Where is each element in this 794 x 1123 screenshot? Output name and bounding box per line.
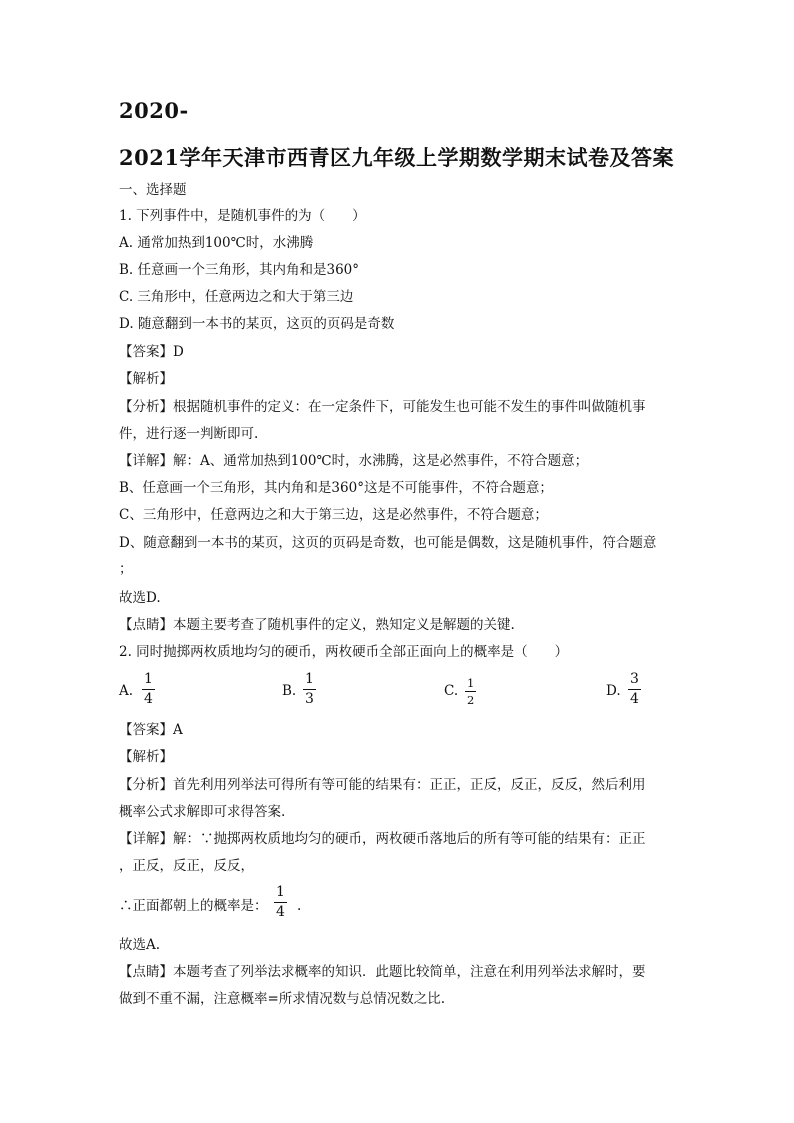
fraction-bar bbox=[465, 691, 476, 692]
q2-fenxi-2: 概率公式求解即可求得答案. bbox=[119, 804, 286, 820]
q2-option-a-label: A. bbox=[119, 683, 134, 699]
fraction-bar bbox=[274, 902, 287, 903]
q2-option-b-numerator: 1 bbox=[305, 671, 314, 687]
fraction-bar bbox=[142, 689, 155, 690]
q1-dianjing: 【点睛】本题主要考查了随机事件的定义，熟知定义是解题的关键. bbox=[119, 617, 515, 633]
q2-option-a-fraction bbox=[142, 672, 155, 707]
q1-analysis-label: 【解析】 bbox=[119, 371, 173, 387]
q1-xiangjie-1: 【详解】解：A、通常加热到100℃时，水沸腾，这是必然事件，不符合题意； bbox=[119, 453, 589, 469]
q2-result-suffix: . bbox=[297, 898, 302, 914]
q2-answer: 【答案】A bbox=[119, 722, 183, 738]
q2-option-b-fraction bbox=[303, 672, 316, 707]
q2-option-a-denominator: 4 bbox=[144, 691, 153, 707]
q2-stem: 2. 同时抛掷两枚质地均匀的硬币，两枚硬币全部正面向上的概率是（ ） bbox=[119, 644, 569, 660]
q2-analysis-label: 【解析】 bbox=[119, 749, 173, 765]
q1-answer: 【答案】D bbox=[119, 344, 184, 360]
q2-option-b-label: B. bbox=[282, 683, 297, 699]
fraction-bar bbox=[628, 689, 641, 690]
q2-result-numerator: 1 bbox=[276, 884, 285, 900]
q1-xiangjie-2: B、任意画一个三角形，其内角和是360°这是不可能事件，不符合题意； bbox=[119, 480, 553, 496]
q2-fenxi-1: 【分析】首先利用列举法可得所有等可能的结果有：正正，正反，反正，反反，然后利用 bbox=[119, 777, 646, 793]
q1-fenxi-1: 【分析】根据随机事件的定义：在一定条件下，可能发生也可能不发生的事件叫做随机事 bbox=[119, 399, 646, 415]
q2-result-prefix: ∴正面都朝上的概率是： bbox=[119, 898, 268, 914]
q2-option-d-numerator: 3 bbox=[630, 671, 639, 687]
q1-option-c: C. 三角形中，任意两边之和大于第三边 bbox=[119, 289, 354, 305]
q1-choose: 故选D. bbox=[119, 590, 161, 606]
q2-xiangjie-2: ，正反，反正，反反， bbox=[119, 858, 254, 874]
q2-xiangjie-1: 【详解】解：∵抛掷两枚质地均匀的硬币，两枚硬币落地后的所有等可能的结果有：正正 bbox=[119, 831, 646, 847]
q1-fenxi-2: 件，进行逐一判断即可. bbox=[119, 426, 259, 442]
q2-choose: 故选A. bbox=[119, 937, 161, 953]
q2-result-denominator: 4 bbox=[276, 904, 285, 920]
q2-result-fraction bbox=[274, 885, 287, 920]
q1-xiangjie-3: C、三角形中，任意两边之和大于第三边，这是必然事件，不符合题意； bbox=[119, 507, 548, 523]
q1-option-b: B. 任意画一个三角形，其内角和是360° bbox=[119, 262, 360, 278]
q2-option-a-numerator: 1 bbox=[144, 671, 153, 687]
q2-dianjing-1: 【点睛】本题考查了列举法求概率的知识．此题比较简单，注意在利用列举法求解时，要 bbox=[119, 964, 646, 980]
section-heading: 一、选择题 bbox=[119, 182, 187, 198]
q2-option-c-label: C. bbox=[444, 683, 459, 699]
q1-xiangjie-5: ； bbox=[119, 561, 133, 577]
q1-xiangjie-4: D、随意翻到一本书的某页，这页的页码是奇数，也可能是偶数，这是随机事件，符合题意 bbox=[119, 535, 657, 551]
q1-option-a: A. 通常加热到100℃时，水沸腾 bbox=[119, 235, 314, 251]
fraction-bar bbox=[303, 689, 316, 690]
q2-option-c-numerator: 1 bbox=[467, 676, 475, 690]
q1-option-d: D. 随意翻到一本书的某页，这页的页码是奇数 bbox=[119, 316, 395, 332]
title-line-1: 2020- bbox=[119, 98, 189, 123]
q2-option-d-denominator: 4 bbox=[630, 691, 639, 707]
q2-option-d-fraction bbox=[628, 672, 641, 707]
q2-option-c-denominator: 2 bbox=[467, 693, 475, 707]
title-line-2: 2021学年天津市西青区九年级上学期数学期末试卷及答案 bbox=[119, 145, 674, 170]
q2-option-d-label: D. bbox=[606, 683, 621, 699]
q2-option-c-fraction bbox=[465, 677, 476, 706]
q2-dianjing-2: 做到不重不漏，注意概率=所求情况数与总情况数之比. bbox=[119, 991, 446, 1007]
q2-option-b-denominator: 3 bbox=[305, 691, 314, 707]
q1-stem: 1. 下列事件中，是随机事件的为（ ） bbox=[119, 208, 366, 224]
